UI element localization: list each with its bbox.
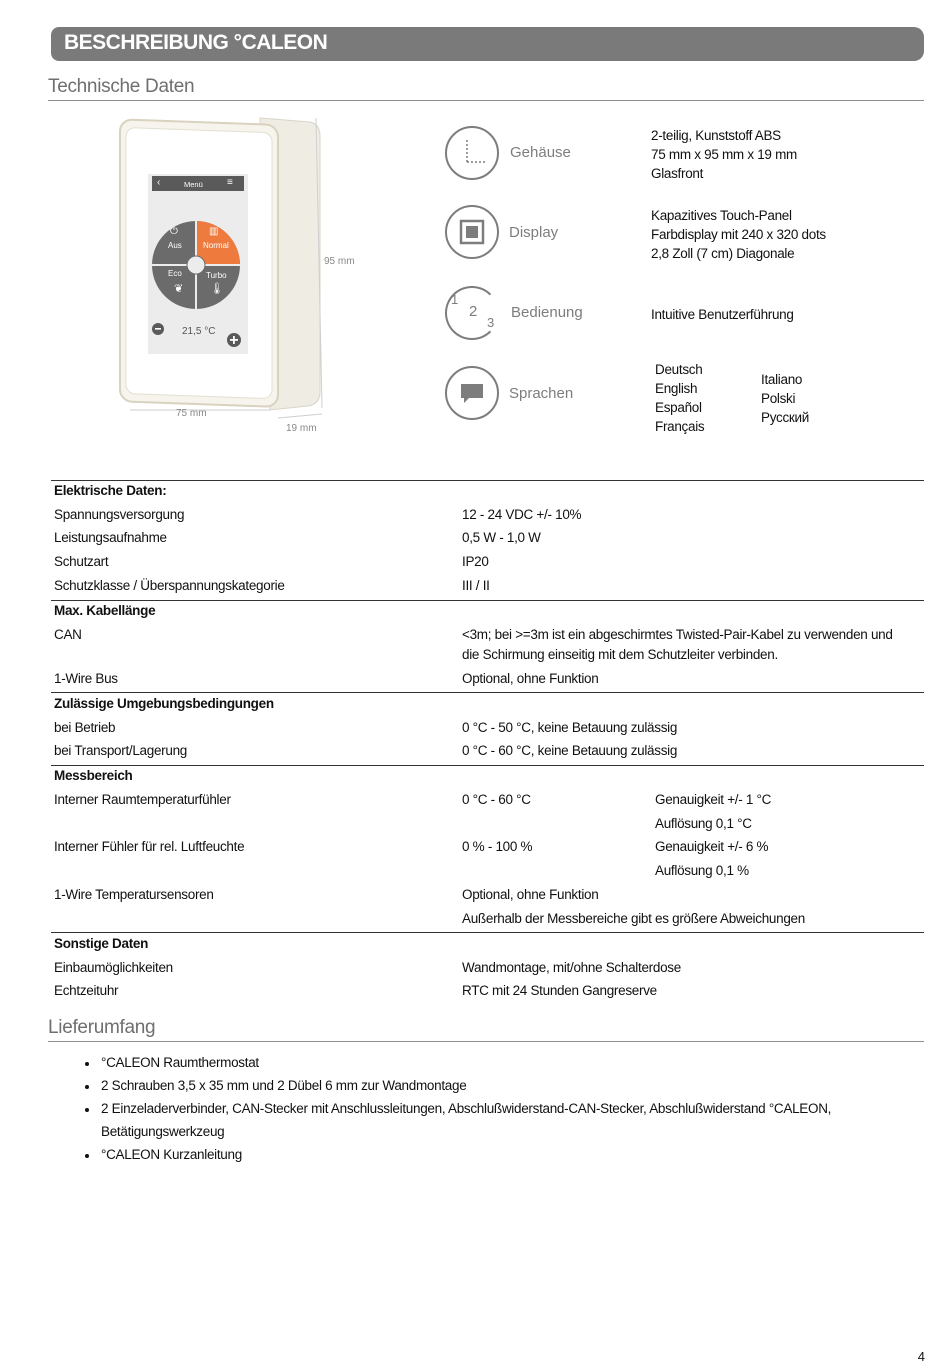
table-row-value: III / II	[462, 578, 490, 593]
table-heading-kabel: Max. Kabellänge	[54, 603, 156, 618]
table-row-label: Interner Raumtemperaturfühler	[54, 792, 231, 807]
mode-aus-label: Aus	[168, 241, 182, 250]
table-row-label: Interner Fühler für rel. Luftfeuchte	[54, 839, 245, 854]
table-divider	[51, 480, 924, 481]
power-icon: ⏻	[170, 226, 178, 237]
table-heading-sonstige: Sonstige Daten	[54, 936, 149, 951]
mode-turbo-label: Turbo	[206, 271, 227, 280]
spec-label-gehaeuse: Gehäuse	[510, 144, 571, 161]
delivery-list	[82, 1051, 912, 1166]
table-row-value: Wandmontage, mit/ohne Schalterdose	[462, 960, 681, 975]
table-row-value: die Schirmung einseitig mit dem Schutzleiter verbinden.	[462, 647, 778, 662]
language-list-col2: Italiano Polski Русский	[761, 372, 809, 425]
table-divider	[51, 765, 924, 766]
table-row-value: 0 % - 100 %	[462, 839, 533, 854]
table-divider	[51, 600, 924, 601]
steps-icon: 1 2 3	[445, 286, 499, 340]
table-heading-umgebung: Zulässige Umgebungsbedingungen	[54, 696, 274, 711]
page-number: 4	[917, 1349, 925, 1364]
table-row-value: 0 °C - 50 °C, keine Betauung zulässig	[462, 720, 678, 735]
back-chevron-icon: ‹	[157, 177, 161, 188]
table-divider	[51, 692, 924, 693]
table-row-label: 1-Wire Bus	[54, 671, 118, 686]
table-row-label: bei Transport/Lagerung	[54, 743, 187, 758]
table-row-value: <3m; bei >=3m ist ein abgeschirmtes Twisted-Pair-Kabel zu verwenden und	[462, 627, 893, 642]
spec-text-bedienung: Intuitive Benutzerführung	[651, 307, 794, 322]
list-item: 2 Schrauben 3,5 x 35 mm und 2 Dübel 6 mm zur Wandmontage	[82, 1074, 912, 1097]
mode-eco-label: Eco	[168, 269, 182, 278]
table-row-extra: Auflösung 0,1 °C	[655, 816, 752, 831]
list-item: 2 Einzeladerverbinder, CAN-Stecker mit Anschlussleitungen, Abschlußwiderstand-CAN-Stecker, Abschlußwiderstand °CALEON, Betätigungswerkzeug	[82, 1097, 912, 1143]
table-row-value: RTC mit 24 Stunden Gangreserve	[462, 983, 657, 998]
device-illustration	[110, 110, 370, 440]
thermometer-icon: 🌡	[210, 283, 224, 295]
screen-menu-label: Menü	[184, 180, 203, 189]
page-title: BESCHREIBUNG °CALEON	[64, 31, 328, 54]
thermostat-drawing	[110, 110, 370, 440]
dimension-width: 75 mm	[176, 408, 207, 419]
list-item: °CALEON Kurzanleitung	[82, 1143, 912, 1166]
page-title-bar	[51, 27, 924, 61]
spec-label-bedienung: Bedienung	[511, 304, 583, 321]
leaf-icon: ❦	[174, 283, 184, 295]
table-row-value: 12 - 24 VDC +/- 10%	[462, 507, 582, 522]
language-list-col1: Deutsch English Español Français	[655, 362, 705, 434]
table-row-value: Optional, ohne Funktion	[462, 887, 599, 902]
dimension-depth: 19 mm	[286, 423, 317, 434]
speech-bubble-icon	[445, 366, 499, 420]
table-row-label: Leistungsaufnahme	[54, 530, 167, 545]
spec-label-sprachen: Sprachen	[509, 385, 574, 402]
table-heading-elektrisch: Elektrische Daten:	[54, 483, 167, 498]
hamburger-menu-icon: ≡	[227, 177, 233, 188]
section-heading-delivery: Lieferumfang	[48, 1017, 156, 1038]
table-row-extra: Genauigkeit +/- 1 °C	[655, 792, 772, 807]
table-row-label: Schutzart	[54, 554, 109, 569]
table-row-label: Spannungsversorgung	[54, 507, 185, 522]
section-divider	[48, 1041, 924, 1042]
display-icon	[445, 205, 499, 259]
table-row-value: 0 °C - 60 °C	[462, 792, 531, 807]
table-row-label: Einbaumöglichkeiten	[54, 960, 173, 975]
section-divider	[48, 100, 924, 101]
screen-temperature: 21,5 °C	[182, 326, 216, 337]
section-heading-technical: Technische Daten	[48, 76, 195, 97]
list-item: °CALEON Raumthermostat	[82, 1051, 912, 1074]
table-row-label: bei Betrieb	[54, 720, 116, 735]
housing-icon	[445, 126, 499, 180]
table-row-extra: Auflösung 0,1 %	[655, 863, 749, 878]
table-heading-messbereich: Messbereich	[54, 768, 133, 783]
table-divider	[51, 932, 924, 933]
dimension-height: 95 mm	[324, 256, 355, 267]
table-row-label: Echtzeituhr	[54, 983, 119, 998]
table-row-value: IP20	[462, 554, 489, 569]
spec-text-gehaeuse: 2-teilig, Kunststoff ABS 75 mm x 95 mm x 19 mm Glasfront	[651, 128, 797, 181]
table-row-extra: Genauigkeit +/- 6 %	[655, 839, 769, 854]
table-row-label: Schutzklasse / Überspannungskategorie	[54, 578, 285, 593]
mode-normal-label: Normal	[203, 241, 229, 250]
table-row-value: Optional, ohne Funktion	[462, 671, 599, 686]
spec-label-display: Display	[509, 224, 559, 241]
radiator-icon: ▥	[209, 226, 219, 237]
table-row-label: CAN	[54, 627, 82, 642]
table-row-label: 1-Wire Temperatursensoren	[54, 887, 214, 902]
table-row-value: 0 °C - 60 °C, keine Betauung zulässig	[462, 743, 678, 758]
table-row-value: Außerhalb der Messbereiche gibt es größere Abweichungen	[462, 911, 805, 926]
table-row-value: 0,5 W - 1,0 W	[462, 530, 541, 545]
spec-text-display: Kapazitives Touch-Panel Farbdisplay mit 240 x 320 dots 2,8 Zoll (7 cm) Diagonale	[651, 208, 826, 261]
